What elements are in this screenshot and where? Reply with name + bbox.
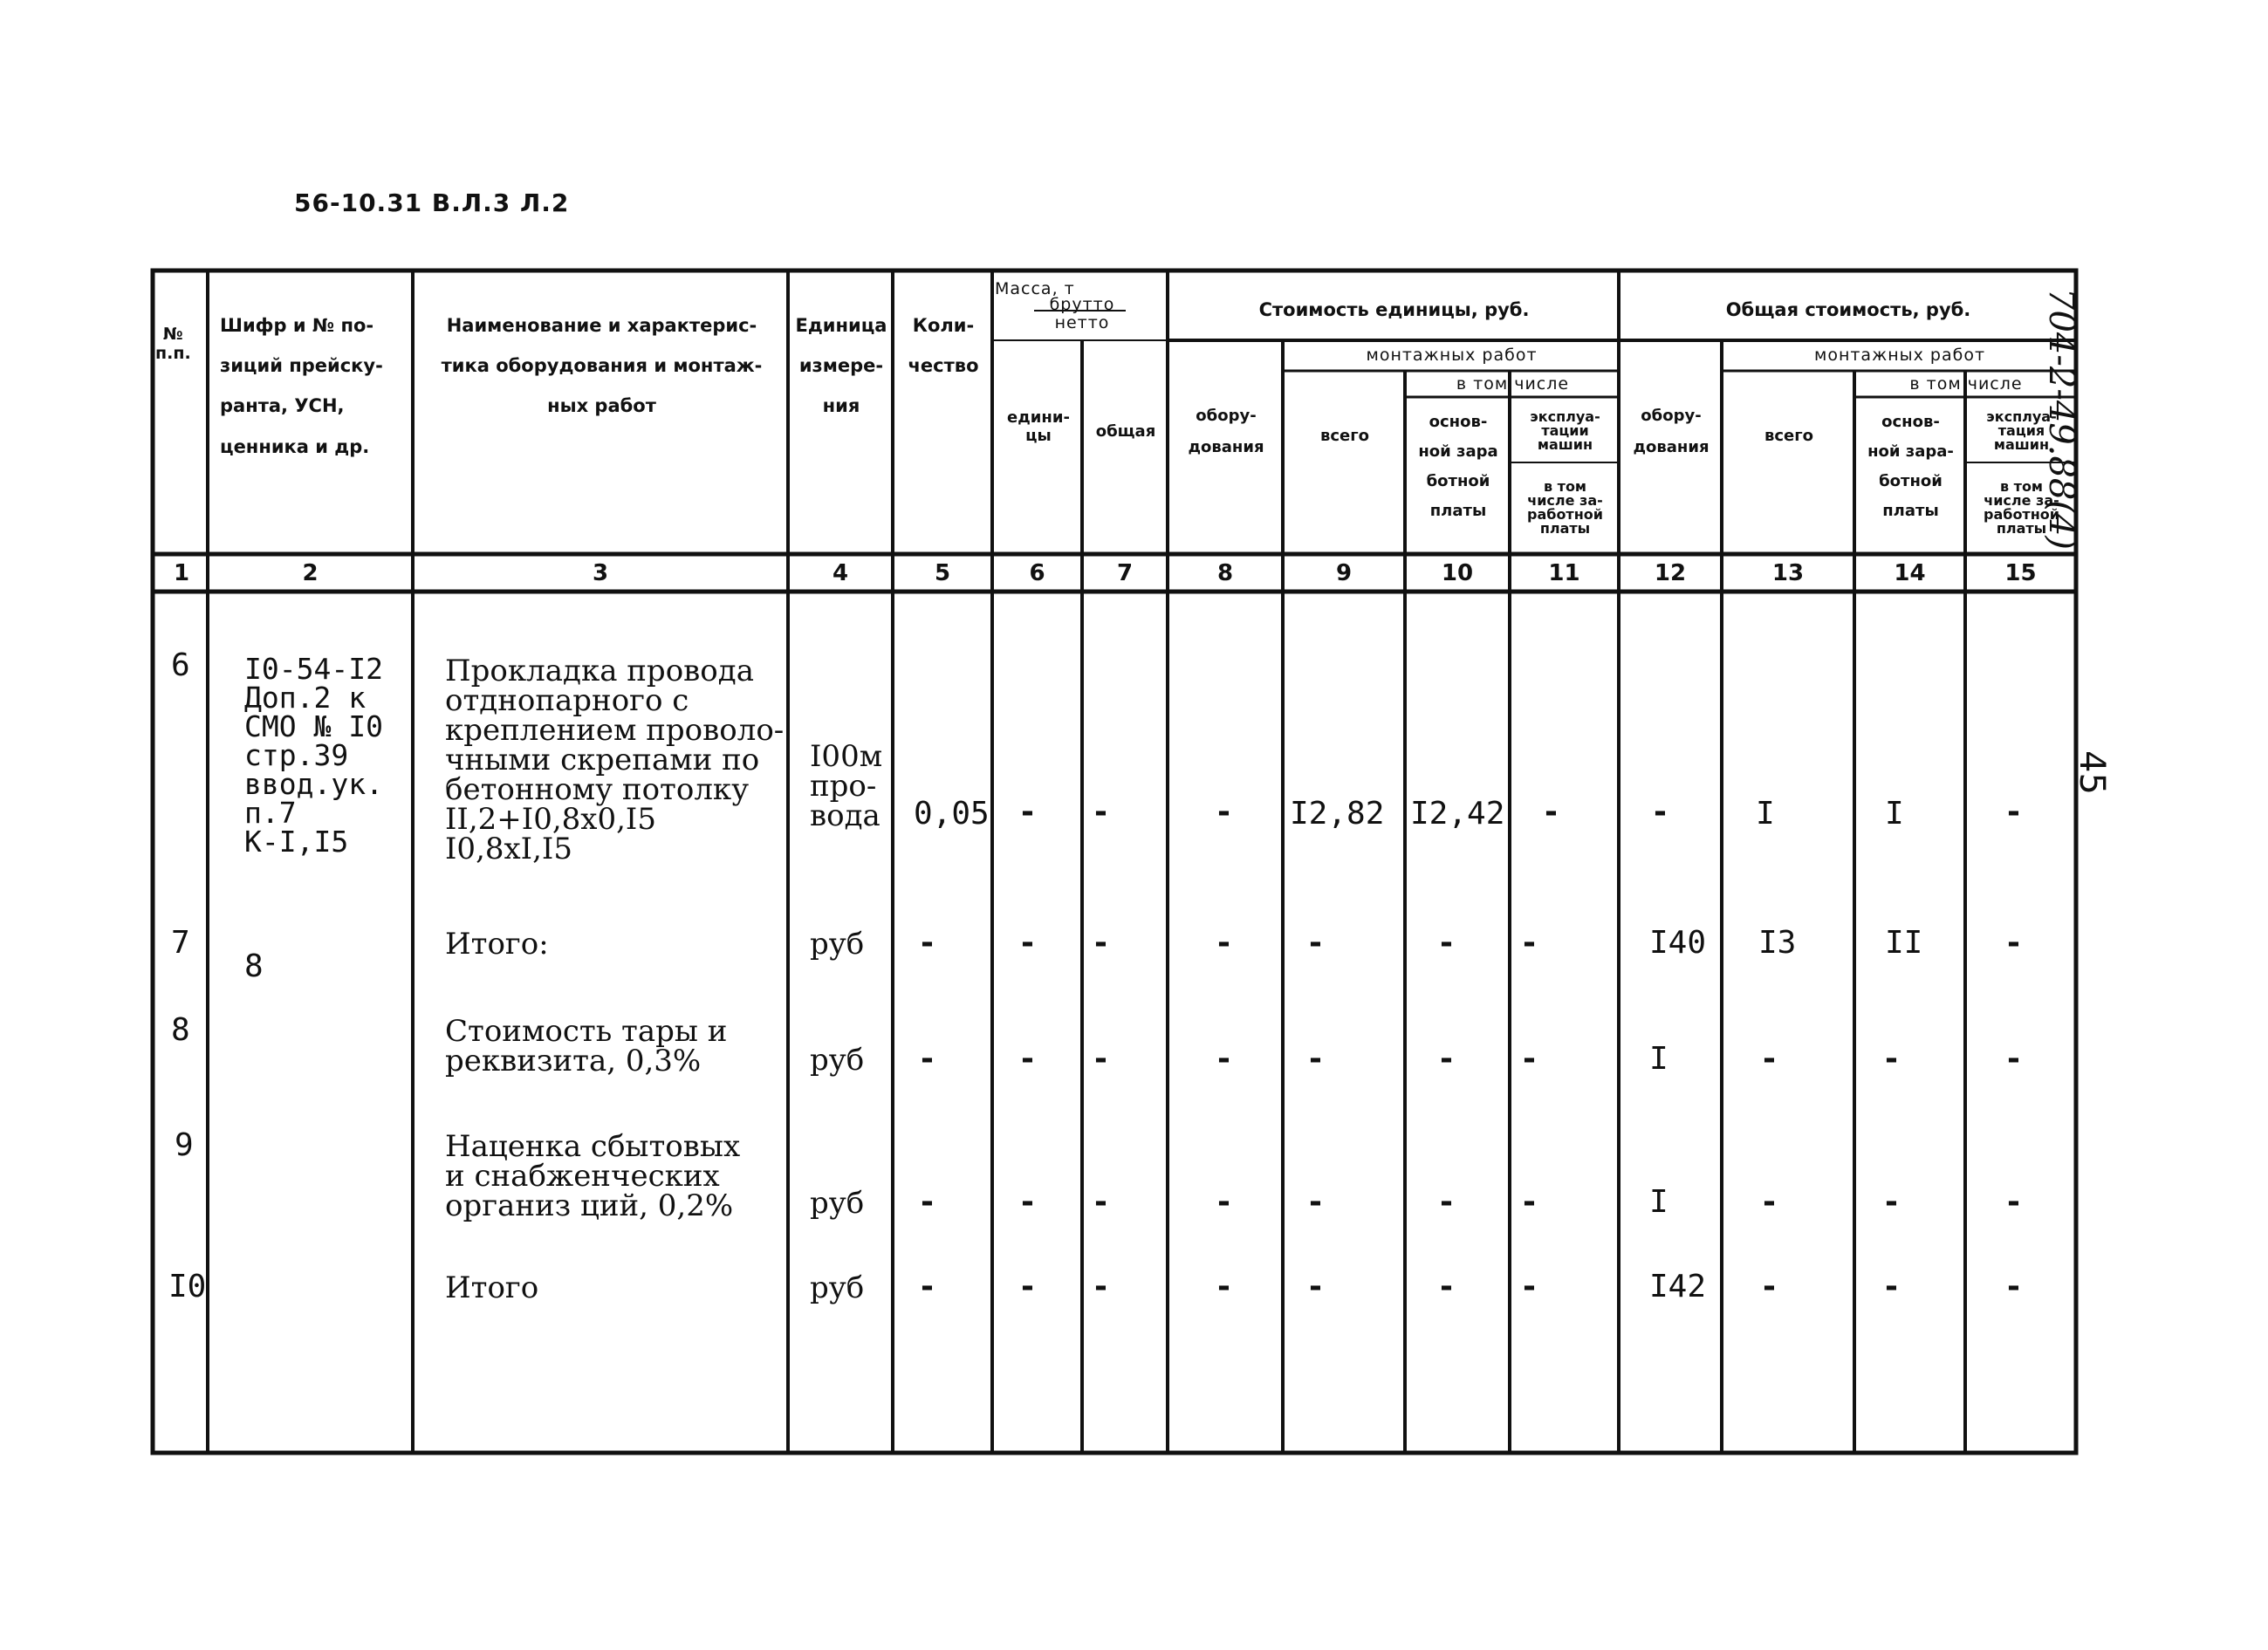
row-total-mounting-total: - bbox=[1763, 1184, 1776, 1220]
row-total-equipment: I bbox=[1649, 1184, 1668, 1220]
row-name: Итого bbox=[445, 1270, 539, 1305]
header-unit-equipment: обору- дования bbox=[1188, 407, 1264, 456]
row-code: 8 bbox=[244, 948, 264, 984]
column-number: 8 bbox=[1216, 559, 1234, 586]
row-unit-mounting-total: - bbox=[1309, 1269, 1322, 1304]
header-code: Шифр и № по- зиций прейску- ранта, УСН, ценника и др. bbox=[220, 315, 383, 457]
row-mass-unit: - bbox=[1021, 1269, 1034, 1304]
row-unit-mounting-total: - bbox=[1309, 1041, 1322, 1077]
row-unit-equipment: - bbox=[1217, 1184, 1230, 1220]
row-total-base-wage: I bbox=[1885, 796, 1904, 832]
row-unit-machines: - bbox=[1545, 794, 1558, 830]
row-unit-base-wage: - bbox=[1440, 1041, 1453, 1077]
row-mass-unit: - bbox=[1021, 1041, 1034, 1077]
column-number: 9 bbox=[1335, 559, 1353, 586]
header-row-number: № п.п. bbox=[155, 325, 191, 363]
column-number: 12 bbox=[1654, 559, 1687, 586]
row-unit-equipment: - bbox=[1217, 925, 1230, 961]
row-unit: руб bbox=[810, 1186, 865, 1221]
row-total-machines: - bbox=[2007, 1041, 2020, 1077]
header-total-machines: эксплуа- тация машин bbox=[1986, 408, 2057, 453]
column-number: 7 bbox=[1116, 559, 1134, 586]
row-mass-unit: - bbox=[1021, 925, 1034, 961]
row-total-equipment: I42 bbox=[1649, 1269, 1707, 1304]
row-quantity: - bbox=[921, 1184, 934, 1220]
row-unit-equipment: - bbox=[1217, 794, 1230, 830]
row-unit-machines: - bbox=[1523, 1184, 1536, 1220]
column-number: 1 bbox=[173, 559, 190, 586]
header-unit: Единица измере- ния bbox=[795, 315, 887, 417]
row-number: 6 bbox=[171, 647, 190, 683]
row-total-machines: - bbox=[2007, 794, 2020, 830]
row-mass-total: - bbox=[1094, 794, 1107, 830]
row-unit-machines: - bbox=[1523, 1269, 1536, 1304]
row-unit-mounting-total: - bbox=[1309, 925, 1322, 961]
row-unit-machines: - bbox=[1523, 925, 1536, 961]
document-reference: 56-10.31 В.Л.3 Л.2 bbox=[294, 188, 570, 217]
row-total-base-wage: - bbox=[1885, 1041, 1898, 1077]
row-total-base-wage: - bbox=[1885, 1269, 1898, 1304]
row-total-mounting-total: - bbox=[1763, 1041, 1776, 1077]
header-name: Наименование и характерис- тика оборудования и монтаж- ных работ bbox=[441, 315, 763, 417]
header-unit-mounting: монтажных работ bbox=[1366, 346, 1538, 366]
row-unit-base-wage: - bbox=[1440, 1269, 1453, 1304]
row-unit: руб bbox=[810, 927, 865, 962]
row-mass-total: - bbox=[1094, 925, 1107, 961]
header-total-base-wage: основ- ной зара- ботной платы bbox=[1867, 412, 1954, 521]
header-mass-netto: нетто bbox=[1054, 314, 1110, 333]
header-mass-unit: едини- цы bbox=[1007, 408, 1070, 445]
row-unit-base-wage: - bbox=[1440, 925, 1453, 961]
row-mass-unit: - bbox=[1021, 1184, 1034, 1220]
row-unit-equipment: - bbox=[1217, 1041, 1230, 1077]
row-total-machines: - bbox=[2007, 1269, 2020, 1304]
row-name: Наценка сбытовых и снабженческих организ ций, 0,2% bbox=[445, 1129, 741, 1223]
page-number: 45 bbox=[2072, 750, 2112, 795]
side-document-code: 704-2-49.88(4) bbox=[2041, 288, 2081, 550]
row-unit-mounting-total: I2,82 bbox=[1290, 796, 1385, 832]
header-mass: Масса, т bbox=[995, 279, 1075, 299]
row-total-mounting-total: I bbox=[1756, 796, 1775, 832]
row-unit-mounting-total: - bbox=[1309, 1184, 1322, 1220]
header-quantity: Коли- чество bbox=[908, 315, 979, 377]
row-name: Итого: bbox=[445, 927, 549, 962]
row-total-base-wage: II bbox=[1885, 925, 1923, 961]
column-number: 13 bbox=[1771, 559, 1805, 586]
header-total-machines-wage: в том числе за- работной платы bbox=[1984, 478, 2059, 537]
row-quantity: - bbox=[921, 1269, 934, 1304]
column-number: 4 bbox=[832, 559, 849, 586]
row-unit: руб bbox=[810, 1043, 865, 1078]
header-unit-including: в том числе bbox=[1456, 374, 1570, 394]
column-number: 11 bbox=[1548, 559, 1580, 586]
column-number: 15 bbox=[2004, 559, 2037, 586]
row-code: I0-54-I2 Доп.2 к СМО № I0 стр.39 ввод.ук. п.7 К-I,I5 bbox=[244, 652, 383, 859]
row-total-machines: - bbox=[2007, 925, 2020, 961]
row-name: Прокладка провода отднопарного с креплением проволо- чными скрепами по бетонному потолку II,2+I0,8х0,I5 I0,8хI,I5 bbox=[445, 654, 785, 866]
row-total-equipment: I bbox=[1649, 1041, 1668, 1077]
header-total-cost: Общая стоимость, руб. bbox=[1725, 298, 1971, 320]
column-number: 5 bbox=[934, 559, 951, 586]
header-unit-cost: Стоимость единицы, руб. bbox=[1258, 298, 1530, 320]
header-total-mounting-total: всего bbox=[1764, 426, 1814, 445]
column-number: 10 bbox=[1441, 559, 1474, 586]
row-mass-total: - bbox=[1094, 1184, 1107, 1220]
row-total-machines: - bbox=[2007, 1184, 2020, 1220]
column-number: 2 bbox=[302, 559, 319, 586]
header-mass-total: общая bbox=[1095, 421, 1156, 441]
row-name: Стоимость тары и реквизита, 0,3% bbox=[445, 1014, 728, 1078]
row-number: 7 bbox=[171, 925, 190, 961]
row-number: I0 bbox=[168, 1269, 207, 1304]
row-unit: I00м про- вода bbox=[810, 739, 883, 833]
header-unit-mounting-total: всего bbox=[1319, 426, 1370, 445]
row-quantity: - bbox=[921, 1041, 934, 1077]
row-number: 9 bbox=[175, 1127, 194, 1163]
row-unit-machines: - bbox=[1523, 1041, 1536, 1077]
row-unit-base-wage: - bbox=[1440, 1184, 1453, 1220]
row-mass-unit: - bbox=[1021, 794, 1034, 830]
header-total-mounting: монтажных работ bbox=[1813, 346, 1986, 366]
header-total-equipment: обору- дования bbox=[1633, 407, 1710, 456]
column-number: 14 bbox=[1894, 559, 1926, 586]
row-quantity: - bbox=[921, 925, 934, 961]
header-unit-machines-wage: в том числе за- работной платы bbox=[1527, 478, 1603, 537]
row-number: 8 bbox=[171, 1012, 190, 1048]
row-unit-base-wage: I2,42 bbox=[1410, 796, 1505, 832]
row-mass-total: - bbox=[1094, 1041, 1107, 1077]
row-mass-total: - bbox=[1094, 1269, 1107, 1304]
row-total-mounting-total: - bbox=[1763, 1269, 1776, 1304]
row-total-base-wage: - bbox=[1885, 1184, 1898, 1220]
header-total-including: в том числе bbox=[1909, 374, 2023, 394]
row-quantity: 0,05 bbox=[914, 796, 990, 832]
row-unit: руб bbox=[810, 1270, 865, 1305]
row-unit-equipment: - bbox=[1217, 1269, 1230, 1304]
header-unit-base-wage: основ- ной зара ботной платы bbox=[1418, 412, 1498, 521]
row-total-mounting-total: I3 bbox=[1758, 925, 1797, 961]
header-unit-machines: эксплуа- тации машин bbox=[1530, 408, 1600, 453]
row-total-equipment: I40 bbox=[1649, 925, 1707, 961]
column-number: 3 bbox=[592, 559, 609, 586]
row-total-equipment: - bbox=[1654, 794, 1667, 830]
header-mass-brutto: брутто bbox=[1049, 297, 1115, 314]
column-number: 6 bbox=[1029, 559, 1045, 586]
